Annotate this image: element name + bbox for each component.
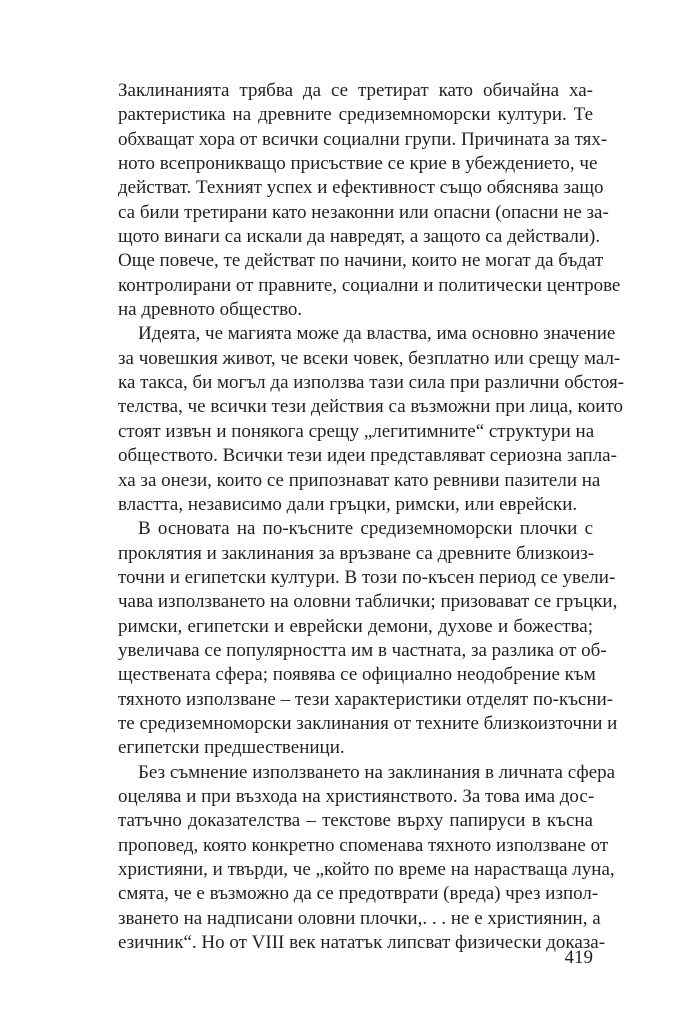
paragraph-1: [118, 79, 621, 322]
text-line: властта, независимо дали гръцки, римски, или еврейски.: [118, 493, 578, 515]
text-line: на древното общество.: [118, 299, 303, 321]
paragraph-4: [118, 761, 616, 956]
text-line: стоят извън и понякога срещу „легитимните“ структури на: [118, 420, 595, 442]
text-line: християни, и твърди, че „който по време на нарастваща луна,: [118, 859, 615, 880]
text-line: тяхното използване – тези характеристики отделят по-късни-: [118, 688, 614, 710]
text-line: контролирани от правните, социални и политически центрове: [118, 274, 621, 296]
text-line: чава използването на оловни таблички; призовават се гръцки,: [118, 591, 618, 613]
text-line: точни и египетски култури. В този по-късен период се увели-: [118, 566, 616, 588]
text-line: Заклинанията трябва да се третират като обичайна ха-: [118, 80, 593, 101]
text-line: проклятия и заклинания за връзване са древните близкоиз-: [118, 542, 595, 564]
text-line: щото винаги са искали да навредят, а защото са действали).: [118, 226, 601, 248]
text-line: ха за онези, които се припознават като ревниви пазители на: [118, 469, 601, 491]
text-line: татъчно доказателства – текстове върху папируси в късна: [118, 810, 593, 832]
text-line: зването на надписани оловни плочки,. . . не е християнин, а: [118, 907, 601, 929]
text-line: ното всепроникващо присъствие се крие в убеждението, че: [118, 153, 598, 175]
text-line: смята, че е възможно да се предотврати (вреда) чрез изпол-: [118, 883, 599, 905]
text-line: ществената сфера; появява се официално неодобрение към: [118, 664, 596, 686]
text-line: В основата на по-късните средиземноморски плочки с: [138, 518, 593, 540]
text-line: действат. Техният успех и ефективност също обяснява защо: [118, 177, 604, 199]
text-line: ка такса, би могъл да използва тази сила при различни обстоя-: [118, 372, 625, 394]
text-line: телства, че всички тези действия са възможни при лица, които: [118, 396, 624, 418]
paragraph-2: [118, 322, 625, 517]
text-line: езичник“. Но от VIII век нататък липсват физически доказа-: [118, 932, 606, 954]
text-line: египетски предшественици.: [118, 737, 345, 759]
text-line: рактеристика на древните средиземноморски култури. Те: [118, 104, 593, 126]
text-line: оцелява и при възхода на християнството. За това има дос-: [118, 785, 595, 807]
page-number: 419: [564, 947, 593, 968]
text-line: Без съмнение използването на заклинания в личната сфера: [138, 761, 616, 783]
text-line: римски, египетски и еврейски демони, духове и божества;: [118, 615, 593, 637]
text-line: обхващат хора от всички социални групи. Причината за тях-: [118, 128, 608, 150]
text-line: за човешкия живот, че всеки човек, безплатно или срещу мал-: [118, 347, 621, 369]
text-line: обществото. Всички тези идеи представляват сериозна запла-: [118, 445, 617, 467]
paragraph-3: [118, 517, 618, 760]
text-line: са били третирани като незаконни или опасни (опасни не за-: [118, 201, 609, 223]
text-line: те средиземноморски заклинания от техните близкоизточни и: [118, 712, 618, 734]
text-line: увеличава се популярността им в частната, за разлика от об-: [118, 639, 607, 661]
body-text: [118, 79, 625, 955]
text-line: проповед, която конкретно споменава тяхното използване от: [118, 834, 609, 856]
text-line: Идеята, че магията може да властва, има основно значение: [138, 323, 616, 345]
text-line: Още повече, те действат по начини, които не могат да бъдат: [118, 250, 604, 272]
